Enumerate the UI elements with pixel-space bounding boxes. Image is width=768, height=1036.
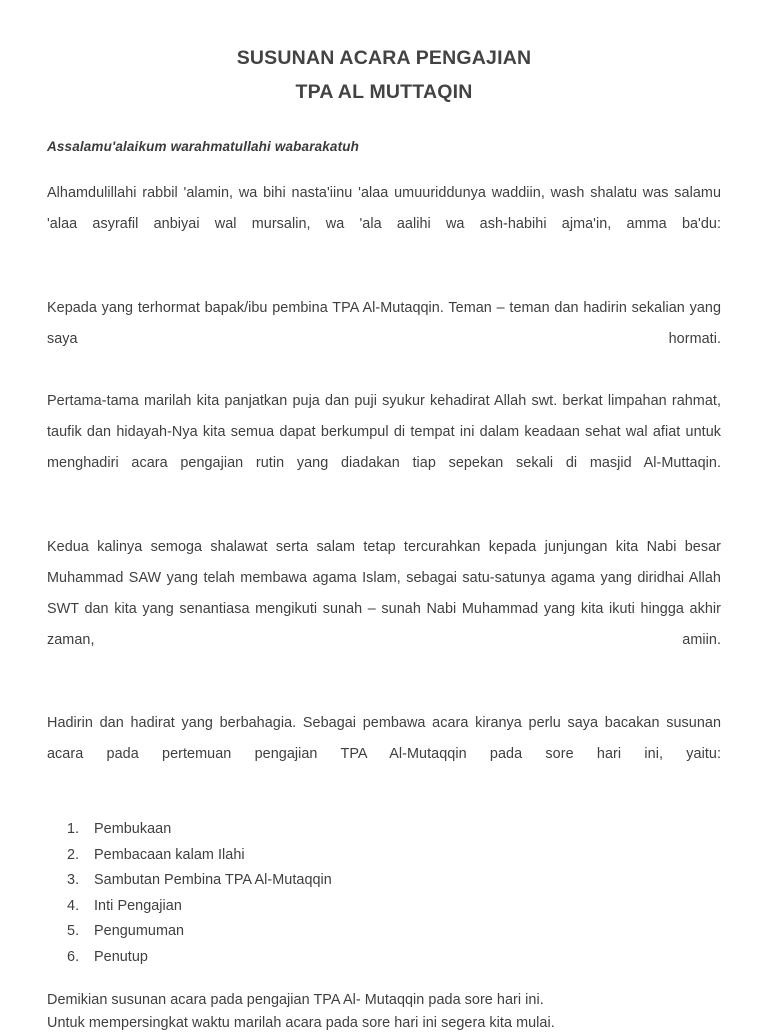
paragraph-hadirin: Hadirin dan hadirat yang berbahagia. Sebagai pembawa acara kiranya perlu saya bacakan susunan acara pada pertemuan pengajian TPA Al-Mutaqqin pada sore hari ini, yaitu: — [47, 715, 721, 762]
list-item: Sambutan Pembina TPA Al-Mutaqqin — [94, 872, 332, 889]
page-title — [47, 0, 721, 109]
closing-line-2: Untuk mempersingkat waktu marilah acara pada sore hari ini segera kita mulai. — [47, 1015, 555, 1032]
agenda-list — [47, 801, 721, 971]
list-item: Inti Pengajian — [94, 897, 182, 914]
paragraph-pertama: Pertama-tama marilah kita panjatkan puja dan puji syukur kehadirat Allah swt. berkat limpahan rahmat, taufik dan hidayah-Nya kita semua dapat berkumpul di tempat ini dalam keadaan sehat wal afiat untuk menghadiri acara pengajian rutin yang diadakan tiap sepekan sekali di masjid Al-Muttaqin. — [47, 393, 721, 471]
closing-line-1: Demikian susunan acara pada pengajian TPA Al- Mutaqqin pada sore hari ini. — [47, 991, 544, 1008]
closing-block — [47, 971, 721, 1036]
paragraph-kedua: Kedua kalinya semoga shalawat serta salam tetap tercurahkan kepada junjungan kita Nabi besar Muhammad SAW yang telah membawa agama Islam, sebagai satu-satunya agama yang diridhai Allah SWT dan kita yang senantiasa mengikuti sunah – sunah Nabi Muhammad yang kita ikuti hingga akhir zaman, amiin. — [47, 539, 721, 648]
greeting-line: Assalamu'alaikum warahmatullahi wabarakatuh — [47, 139, 360, 154]
list-item: Pengumuman — [94, 923, 185, 940]
list-item: Pembukaan — [94, 821, 172, 837]
page-title-line-2: TPA AL MUTTAQIN — [295, 81, 473, 103]
page-title-line-1: SUSUNAN ACARA PENGAJIAN — [236, 47, 532, 69]
paragraph-kepada: Kepada yang terhormat bapak/ibu pembina TPA Al-Mutaqqin. Teman – teman dan hadirin sekalian yang saya hormati. — [47, 300, 721, 347]
list-item: Penutup — [94, 948, 148, 965]
list-item: Pembacaan kalam Ilahi — [94, 846, 245, 863]
paragraph-invocation: Alhamdulillahi rabbil 'alamin, wa bihi nasta'iinu 'alaa umuuriddunya waddiin, wash shalatu was salamu 'alaa asyrafil anbiyai wal mursalin, wa 'ala aalihi wa ash-habihi ajma'in, amma ba'du: — [47, 185, 721, 232]
